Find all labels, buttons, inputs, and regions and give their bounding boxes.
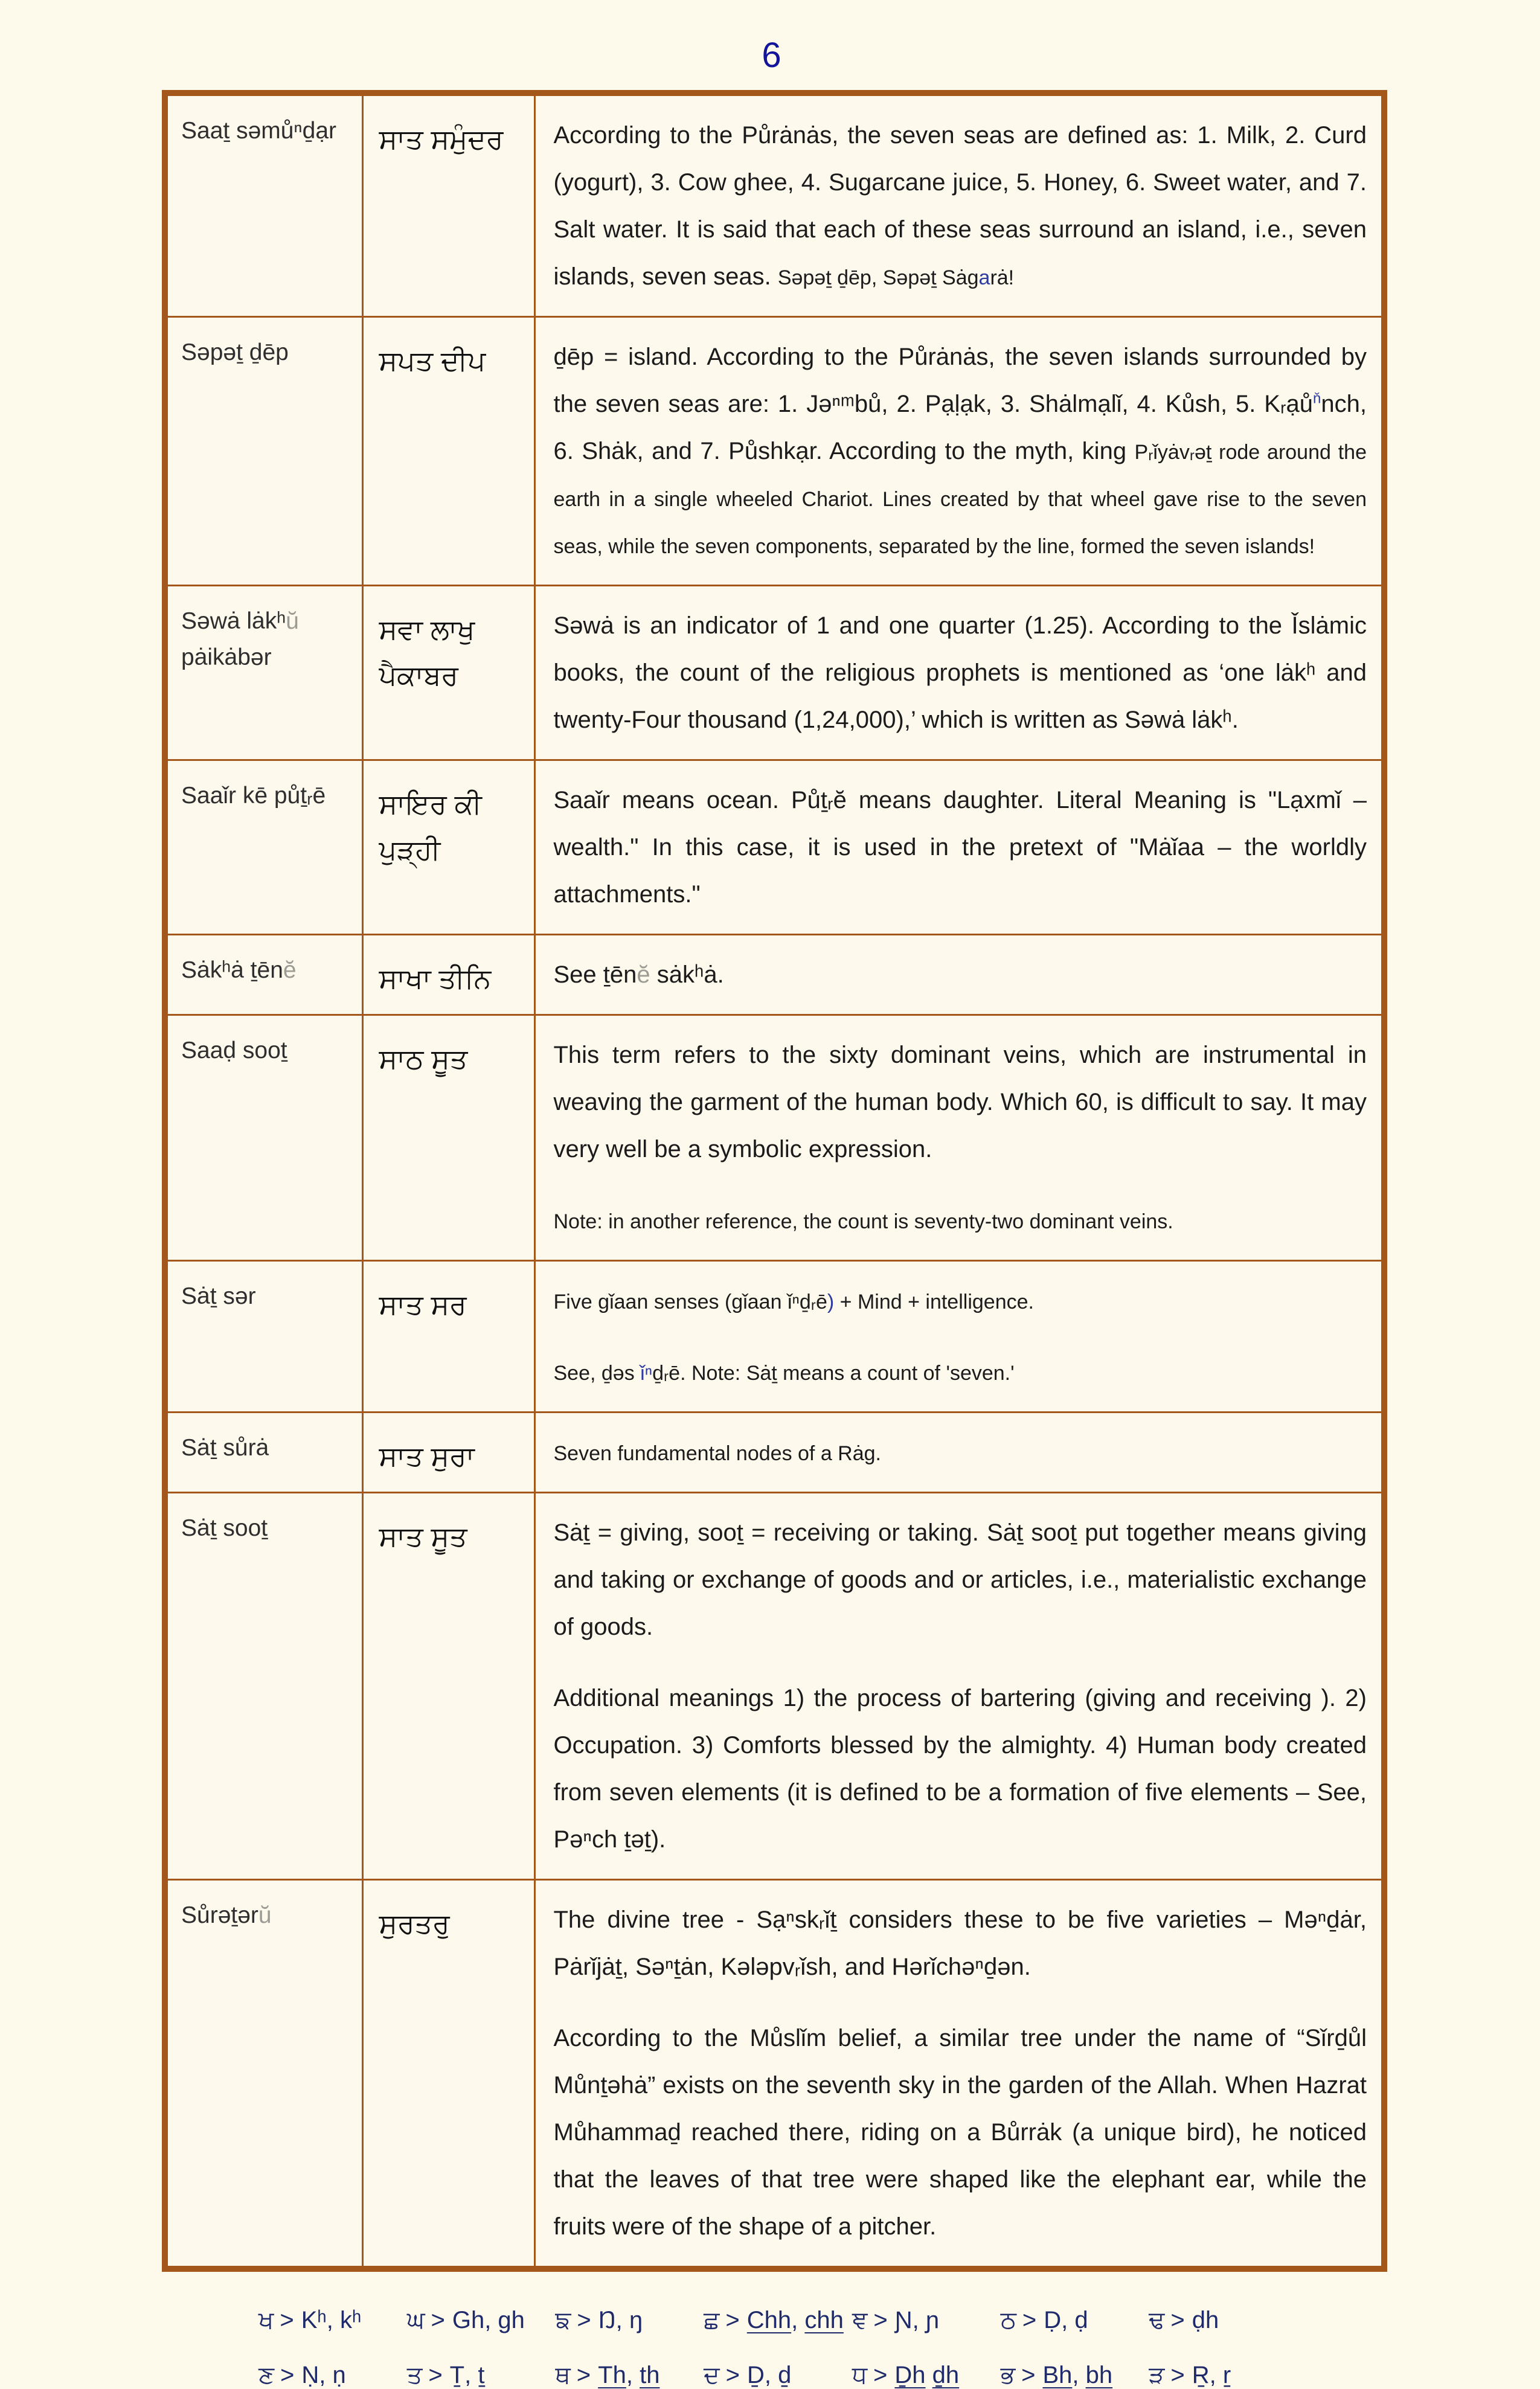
definition-paragraph — [554, 333, 1367, 569]
text-segment: ਸਵਾ ਲਾਖੁ ਪੈਕਾਬਰ — [379, 614, 475, 691]
roman-mapping: Ɲ, ɲ — [894, 2307, 940, 2333]
definition-paragraph — [554, 1675, 1367, 1863]
gurmukhi-letter: ਙ — [555, 2307, 571, 2333]
legend-item — [258, 2307, 407, 2334]
definition-paragraph — [554, 1031, 1367, 1173]
term-cell — [165, 317, 362, 586]
definition-cell — [534, 935, 1384, 1015]
roman-mapping: bh — [1085, 2362, 1113, 2388]
table-row — [165, 1015, 1384, 1261]
text-segment: See, ḏəs — [553, 1362, 641, 1385]
text-segment: a — [978, 266, 990, 289]
definition-paragraph — [554, 1509, 1367, 1650]
text-segment: Sȧkʰȧ ṯēn — [181, 957, 283, 983]
text-segment: nch, 6. Shȧk, and 7. Půshkạr. According to the myth, king — [553, 391, 1367, 464]
table-row — [165, 1880, 1384, 2269]
legend-item — [1149, 2362, 1297, 2389]
definition-cell — [534, 1880, 1384, 2269]
text-segment: rȧ! — [990, 266, 1015, 289]
gurmukhi-letter: ਠ — [1000, 2307, 1016, 2333]
text-segment: See ṯēn — [553, 961, 637, 988]
text-segment: Note: in another reference, the count is seventy-two dominant veins. — [553, 1210, 1173, 1233]
gurmukhi-cell — [362, 1015, 534, 1261]
term-cell — [165, 1015, 362, 1261]
text-segment: Səpəṯ ḏēp — [181, 339, 289, 365]
text-segment: + Mind + intelligence. — [834, 1291, 1034, 1313]
roman-mapping: Ṇ, ṇ — [301, 2362, 346, 2388]
transliteration-legend — [258, 2307, 1297, 2389]
legend-item — [555, 2307, 704, 2334]
roman-mapping: Ḍ, ḍ — [1044, 2307, 1088, 2333]
text-segment: Sȧṯ sər — [181, 1283, 256, 1309]
definition-cell — [534, 1413, 1384, 1493]
definition-paragraph — [554, 1348, 1367, 1396]
gurmukhi-letter: ੜ — [1149, 2362, 1165, 2388]
roman-mapping: Chh — [746, 2307, 792, 2333]
definition-paragraph — [554, 777, 1367, 918]
gurmukhi-cell — [362, 1493, 534, 1880]
text-segment: Saaṯ səmůⁿḏạr — [181, 118, 337, 144]
term-cell — [165, 1261, 362, 1413]
maps-to-separator: > — [873, 2307, 888, 2333]
gurmukhi-letter: ਢ — [1149, 2307, 1165, 2333]
gurmukhi-cell — [362, 93, 534, 317]
roman-mapping: , — [626, 2362, 640, 2388]
definition-paragraph — [554, 1429, 1367, 1476]
table-row — [165, 1261, 1384, 1413]
gurmukhi-letter: ਣ — [258, 2362, 275, 2388]
gurmukhi-letter: ਧ — [852, 2362, 868, 2388]
definition-paragraph — [554, 602, 1367, 743]
roman-mapping: th — [640, 2362, 660, 2388]
legend-item — [407, 2362, 556, 2389]
gurmukhi-letter: ਞ — [852, 2307, 868, 2333]
roman-mapping: , — [791, 2307, 805, 2333]
roman-mapping: Bh — [1042, 2362, 1073, 2388]
glossary-table — [162, 90, 1387, 2272]
roman-mapping: Ḏh — [894, 2362, 926, 2388]
definition-paragraph — [554, 1277, 1367, 1324]
maps-to-separator: > — [1022, 2307, 1037, 2333]
text-segment: Saaǐr means ocean. Půṯᵣĕ means daughter. Literal Meaning is "Lạxmǐ – wealth." In this case, it is used in the pretext of "Mȧǐaa – the worldly attachments." — [553, 787, 1367, 908]
text-segment: Seven fundamental nodes of a Rȧg. — [553, 1442, 881, 1465]
legend-item — [704, 2362, 852, 2389]
gurmukhi-cell — [362, 1880, 534, 2269]
text-segment: Additional meanings 1) the process of bartering (giving and receiving ). 2) Occupation. 3) Comforts blessed by the almighty. 4) Human body created from seven elements (it is defined to be a formation of five elements – See, Pəⁿch ṯəṯ). — [553, 1685, 1367, 1853]
text-segment: ਸਾਤ ਸਰ — [379, 1289, 467, 1320]
definition-cell — [534, 317, 1384, 586]
definition-paragraph — [554, 1896, 1367, 1990]
legend-item — [852, 2362, 1001, 2389]
maps-to-separator: > — [725, 2362, 740, 2388]
legend-item — [704, 2307, 852, 2334]
gurmukhi-cell — [362, 1261, 534, 1413]
term-cell — [165, 586, 362, 760]
roman-mapping: Ṟ, ṟ — [1192, 2362, 1231, 2388]
roman-mapping: Ḏ, ḏ — [746, 2362, 792, 2388]
roman-mapping: Kʰ, kʰ — [301, 2307, 362, 2333]
text-segment: ĕ — [637, 961, 650, 988]
text-segment: ਸਾਤ ਸਮੁੰਦਰ — [379, 123, 504, 155]
text-segment: Five gǐaan senses (gǐaan ǐⁿḏᵣē — [553, 1291, 827, 1313]
term-cell — [165, 93, 362, 317]
text-segment: ਸਾਠ ਸੂਤ — [379, 1043, 468, 1074]
legend-item — [258, 2362, 407, 2389]
maps-to-separator: > — [873, 2362, 888, 2388]
text-segment: Sůrəṯər — [181, 1902, 258, 1928]
gurmukhi-letter: ਥ — [555, 2362, 571, 2388]
definition-paragraph — [554, 112, 1367, 300]
legend-item — [1001, 2307, 1149, 2334]
text-segment: ਸਪਤ ਦੀਪ — [379, 345, 486, 376]
text-segment: Saaǐr kē půṯᵣē — [181, 783, 326, 809]
definition-cell — [534, 760, 1384, 935]
table-row — [165, 317, 1384, 586]
definition-paragraph — [554, 2015, 1367, 2250]
term-cell — [165, 935, 362, 1015]
maps-to-separator: > — [280, 2307, 294, 2333]
text-segment: This term refers to the sixty dominant veins, which are instrumental in weaving the garment of the human body. Which 60, is difficult to say. It may very well be a symbolic expression. — [553, 1042, 1367, 1162]
definition-cell — [534, 93, 1384, 317]
roman-mapping: Ṯ, ṯ — [449, 2362, 485, 2388]
text-segment: sȧkʰȧ. — [650, 961, 724, 988]
term-cell — [165, 760, 362, 935]
text-segment: ŭ — [258, 1902, 272, 1928]
text-segment: ) — [827, 1291, 835, 1313]
gurmukhi-cell — [362, 317, 534, 586]
maps-to-separator: > — [576, 2362, 591, 2388]
table-row — [165, 935, 1384, 1015]
maps-to-separator: > — [577, 2307, 591, 2333]
maps-to-separator: > — [1170, 2307, 1185, 2333]
roman-mapping: Th — [598, 2362, 626, 2388]
text-segment: Sȧṯ sooṯ — [181, 1515, 268, 1541]
definition-cell — [534, 1261, 1384, 1413]
text-segment: Səwȧ lȧkʰ — [181, 608, 286, 634]
roman-mapping: ḏh — [932, 2362, 960, 2388]
text-segment: According to the Můslǐm belief, a similar tree under the name of “Sǐrḏůl Můnṯəhȧ” exists on the seventh sky in the garden of the Allah. When Hazrat Můhammaḏ reached there, riding on a Bůrrȧk (a unique bird), he noticed that the leaves of that tree were shaped like the elephant ear, while the fruits were of the shape of a pitcher. — [553, 2025, 1367, 2240]
legend-item — [407, 2307, 556, 2334]
table-row — [165, 1493, 1384, 1880]
gurmukhi-cell — [362, 1413, 534, 1493]
text-segment: Səpəṯ ḏēp, Səpəṯ Sȧg — [777, 266, 979, 289]
roman-mapping: chh — [804, 2307, 844, 2333]
table-row — [165, 1413, 1384, 1493]
text-segment: ŭ — [286, 608, 299, 634]
text-segment: Pᵣǐyȧvᵣəṯ rode around the earth in a single wheeled Chariot. Lines created by that wheel gave rise to the seven seas, while the seven components, separated by the line, formed the seven islands! — [553, 441, 1367, 558]
legend-item — [1001, 2362, 1149, 2389]
text-segment: ň — [1313, 390, 1321, 407]
legend-item — [852, 2307, 1001, 2334]
term-cell — [165, 1880, 362, 2269]
gurmukhi-cell — [362, 935, 534, 1015]
gurmukhi-cell — [362, 760, 534, 935]
definition-cell — [534, 1015, 1384, 1261]
text-segment: ਸਾਇਰ ਕੀ ਪੁੜ੍ਹੀ — [379, 788, 482, 865]
term-cell — [165, 1413, 362, 1493]
gurmukhi-letter: ਤ — [406, 2362, 423, 2388]
maps-to-separator: > — [428, 2362, 443, 2388]
maps-to-separator: > — [280, 2362, 295, 2388]
text-segment: ĕ — [283, 957, 297, 983]
text-segment: ḏᵣē. Note: Sȧṯ means a count of 'seven.' — [652, 1362, 1015, 1385]
gurmukhi-letter: ਘ — [406, 2307, 425, 2333]
text-segment: ਸੁਰਤਰੁ — [379, 1908, 450, 1939]
text-segment: Səwȧ is an indicator of 1 and one quarter (1.25). According to the Ǐslȧmic books, the count of the religious prophets is mentioned as ‘one lȧkʰ and twenty-Four thousand (1,24,000),’ which is written as Səwȧ lȧkʰ. — [553, 612, 1367, 733]
text-segment: pȧikȧbər — [181, 644, 272, 671]
maps-to-separator: > — [725, 2307, 740, 2333]
maps-to-separator: > — [1170, 2362, 1185, 2388]
roman-mapping: ḍh — [1192, 2307, 1219, 2333]
roman-mapping — [926, 2362, 932, 2388]
text-segment: ਸਾਤ ਸੁਰਾ — [379, 1440, 475, 1472]
roman-mapping: Ŋ, ŋ — [598, 2307, 643, 2333]
text-segment: Saaḍ sooṯ — [181, 1037, 287, 1063]
roman-mapping: , — [1072, 2362, 1086, 2388]
text-segment: The divine tree - Sạⁿskᵣǐṯ considers these to be five varieties – Məⁿḏȧr, Pȧrǐjȧṯ, Səⁿṯȧn, Kələpvᵣǐsh, and Hərǐchəⁿḏən. — [553, 1906, 1367, 1980]
text-segment: Sȧṯ sůrȧ — [181, 1435, 269, 1461]
gurmukhi-letter: ਛ — [704, 2307, 720, 2333]
definition-cell — [534, 1493, 1384, 1880]
text-segment: ǐⁿ — [640, 1362, 653, 1385]
gurmukhi-letter: ਭ — [1000, 2362, 1016, 2388]
table-row — [165, 760, 1384, 935]
gurmukhi-letter: ਖ — [258, 2307, 274, 2333]
text-segment: ਸਾਤ ਸੂਤ — [379, 1521, 467, 1552]
definition-paragraph — [554, 1197, 1367, 1244]
legend-item — [1149, 2307, 1297, 2334]
text-segment: ਸਾਖਾ ਤੀਨਿ — [379, 963, 492, 994]
definition-cell — [534, 586, 1384, 760]
roman-mapping: Gh, gh — [452, 2307, 525, 2333]
text-segment: According to the Půrȧnȧs, the seven seas are defined as: 1. Milk, 2. Curd (yogurt), 3. Cow ghee, 4. Sugarcane juice, 5. Honey, 6. Sweet water, and 7. Salt water. It is said that each of these seas surround an island, i.e., seven islands, seven seas. — [553, 122, 1367, 290]
definition-paragraph — [554, 951, 1367, 998]
gurmukhi-letter: ਦ — [704, 2362, 720, 2388]
table-row — [165, 93, 1384, 317]
text-segment: ḏēp = island. According to the Půrȧnȧs, the seven islands surrounded by the seven seas are: 1. Jəⁿᵐbů, 2. Pạḷạk, 3. Shȧlmạlǐ, 4. Kůsh, 5. Kᵣạů — [553, 344, 1367, 417]
gurmukhi-cell — [362, 586, 534, 760]
legend-item — [555, 2362, 704, 2389]
maps-to-separator: > — [431, 2307, 445, 2333]
term-cell — [165, 1493, 362, 1880]
table-row — [165, 586, 1384, 760]
maps-to-separator: > — [1021, 2362, 1036, 2388]
text-segment: Sȧṯ = giving, sooṯ = receiving or taking. Sȧṯ sooṯ put together means giving and taking or exchange of goods and or articles, i.e., materialistic exchange of goods. — [553, 1519, 1367, 1640]
page-number: 6 — [762, 36, 781, 75]
